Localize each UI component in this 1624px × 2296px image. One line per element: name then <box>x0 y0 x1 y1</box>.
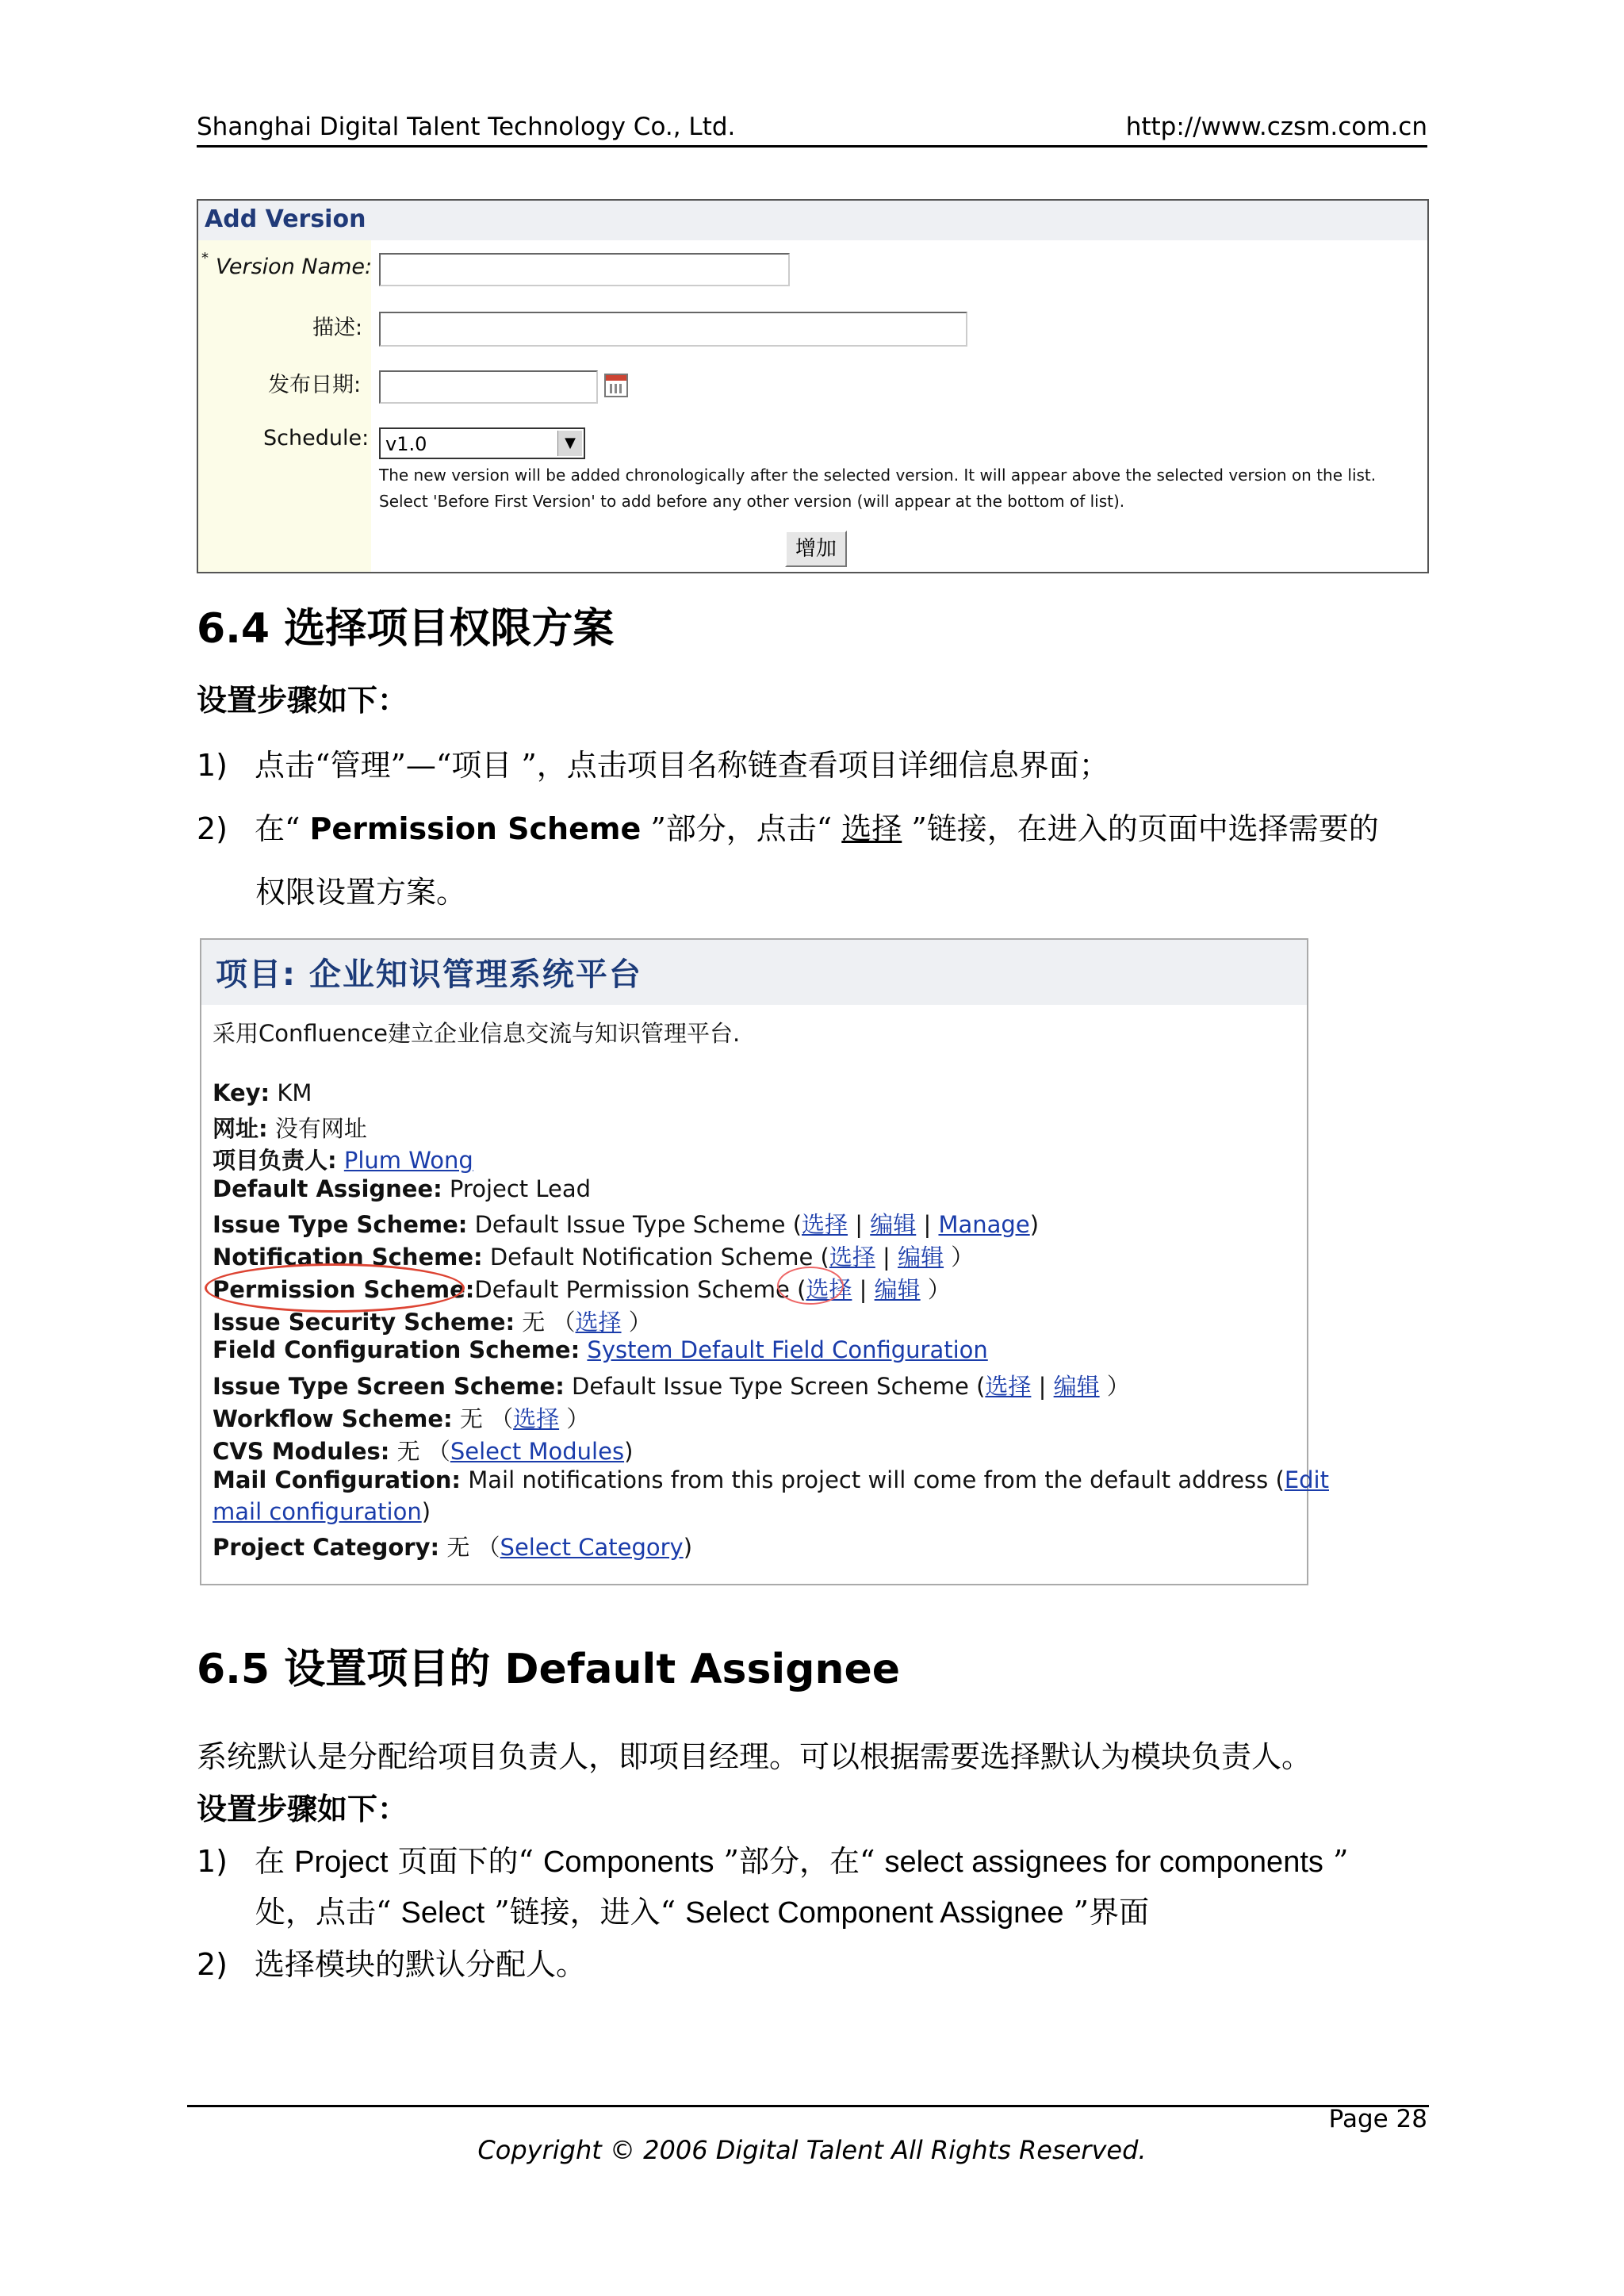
mail-configuration-line2 <box>213 1498 431 1525</box>
section-6-4-steps-intro: 设置步骤如下： <box>197 682 408 718</box>
field-label: Issue Type Scheme: <box>213 1211 468 1238</box>
step-link-text: 选择 <box>841 811 902 846</box>
cvs-modules <box>213 1434 633 1466</box>
step-text: 选择模块的默认分配人。 <box>255 1947 587 1982</box>
step-text: ”部分，在“ <box>714 1844 885 1879</box>
header-company: Shanghai Digital Talent Technology Co., Ltd. <box>197 113 736 141</box>
edit-mail-link[interactable]: Edit <box>1284 1466 1329 1493</box>
project-lead <box>213 1143 473 1175</box>
section-6-4-step1 <box>197 741 1109 784</box>
schedule-selected-value: v1.0 <box>385 433 427 455</box>
separator: | <box>848 1211 871 1238</box>
label-column <box>198 240 371 572</box>
field-label: 网址: <box>213 1115 268 1142</box>
field-label: Default Assignee: <box>213 1175 442 1202</box>
field-value: Default Notification Scheme ( <box>482 1244 829 1271</box>
step-term: Select <box>400 1896 485 1930</box>
step-text: ”链接，进入“ <box>485 1895 686 1930</box>
manage-link[interactable]: Manage <box>938 1211 1030 1238</box>
section-6-5-intro: 系统默认是分配给项目负责人，即项目经理。可以根据需要选择默认为模块负责人。 <box>197 1739 1312 1774</box>
section-6-4-heading: 6.4 选择项目权限方案 <box>197 605 615 653</box>
field-label: Project Category: <box>213 1534 440 1561</box>
field-value: 无 （ <box>452 1405 514 1432</box>
step-text: ”部分，点击“ <box>641 811 842 846</box>
field-value: 没有网址 <box>267 1115 367 1142</box>
project-category <box>213 1530 692 1562</box>
edit-link[interactable]: 编辑 <box>870 1211 917 1238</box>
default-assignee <box>213 1175 591 1202</box>
select-link[interactable]: 选择 <box>985 1373 1032 1400</box>
section-6-5-heading: 6.5 设置项目的 Default Assignee <box>197 1646 901 1693</box>
workflow-scheme <box>213 1401 589 1434</box>
field-label: Issue Security Scheme: <box>213 1309 515 1336</box>
release-date-input[interactable] <box>379 370 598 404</box>
step-number: 2) <box>197 811 228 846</box>
field-label: Mail Configuration: <box>213 1466 461 1493</box>
field-value: KM <box>270 1079 312 1106</box>
close-paren: ) <box>683 1534 693 1561</box>
schedule-note-line1: The new version will be added chronologically after the selected version. It will appear above the selected version on the list. <box>379 466 1377 485</box>
project-url <box>213 1111 367 1144</box>
step-text: 页面下的“ <box>388 1844 543 1879</box>
field-label: Workflow Scheme: <box>213 1405 453 1432</box>
close-paren: ） <box>920 1276 951 1303</box>
step-number: 1) <box>197 1844 228 1879</box>
step-term: Components <box>542 1846 714 1879</box>
field-label: Field Configuration Scheme: <box>213 1336 580 1363</box>
issue-type-screen-scheme <box>213 1369 1130 1401</box>
step-term: Select Component Assignee <box>685 1896 1064 1930</box>
copyright: Copyright © 2006 Digital Talent All Rights Reserved. <box>477 2135 1147 2165</box>
select-link[interactable]: 选择 <box>829 1244 875 1271</box>
close-paren: ) <box>1029 1211 1040 1238</box>
field-value: Default Issue Type Screen Scheme ( <box>564 1373 986 1400</box>
project-key <box>213 1079 312 1106</box>
field-value: Default Permission Scheme ( <box>474 1276 806 1303</box>
add-version-titlebar <box>198 201 1427 240</box>
field-configuration-scheme <box>213 1336 988 1363</box>
field-label: CVS Modules: <box>213 1438 390 1465</box>
description-input[interactable] <box>379 312 967 347</box>
field-value: 无 （ <box>389 1438 450 1465</box>
step-bold-term: Permission Scheme <box>309 811 642 846</box>
project-titlebar <box>201 940 1307 1005</box>
section-6-5-step1-line2 <box>255 1888 1149 1931</box>
header-url[interactable]: http://www.czsm.com.cn <box>1125 113 1427 141</box>
footer-divider <box>187 2105 1429 2107</box>
permission-select-link[interactable]: 选择 <box>806 1276 852 1303</box>
step-text: 点击“管理”—“项目 ”，点击项目名称链查看项目详细信息界面； <box>255 748 1109 783</box>
select-modules-link[interactable]: Select Modules <box>450 1438 625 1465</box>
separator: | <box>852 1276 875 1303</box>
add-version-title: Add Version <box>205 205 366 233</box>
field-label: 项目负责人: <box>213 1147 337 1174</box>
description-label: 描述: <box>312 316 363 340</box>
section-6-4-step2 <box>197 804 1379 848</box>
step-text: 处，点击“ <box>255 1895 401 1930</box>
close-paren: ) <box>421 1498 431 1525</box>
add-version-form <box>197 199 1429 573</box>
add-button[interactable]: 增加 <box>785 531 847 567</box>
issue-security-scheme <box>213 1305 652 1337</box>
step-text: ”链接，在进入的页面中选择需要的 <box>902 811 1379 846</box>
select-highlight-circle <box>777 1267 844 1305</box>
project-lead-link[interactable]: Plum Wong <box>343 1147 473 1174</box>
field-value: Mail notifications from this project will come from the default address ( <box>461 1466 1285 1493</box>
step-term: Project <box>294 1846 389 1879</box>
field-label: Permission Scheme: <box>213 1276 475 1303</box>
field-value: Project Lead <box>442 1175 592 1202</box>
version-name-label: Version Name: <box>216 255 373 279</box>
edit-link[interactable]: 编辑 <box>1053 1373 1100 1400</box>
field-value: Default Issue Type Scheme ( <box>467 1211 802 1238</box>
release-date-label: 发布日期: <box>268 373 362 397</box>
header-divider <box>197 145 1427 148</box>
field-value: 无 （ <box>515 1309 576 1336</box>
separator: | <box>875 1244 898 1271</box>
field-config-link[interactable]: System Default Field Configuration <box>587 1336 988 1363</box>
field-label: Notification Scheme: <box>213 1244 483 1271</box>
schedule-select[interactable] <box>379 427 585 459</box>
schedule-note-line2: Select 'Before First Version' to add before any other version (will appear at the bottom of list). <box>379 492 1125 511</box>
required-mark: * <box>201 250 209 266</box>
select-category-link[interactable]: Select Category <box>500 1534 684 1561</box>
mail-config-link[interactable]: mail configuration <box>213 1498 422 1525</box>
section-6-5-step1 <box>197 1837 1348 1880</box>
step-text: ”界面 <box>1063 1895 1150 1930</box>
section-6-5-step2 <box>197 1940 586 1984</box>
step-text: 在 <box>255 1844 295 1879</box>
field-value: 无 （ <box>439 1534 500 1561</box>
edit-link[interactable]: 编辑 <box>874 1276 921 1303</box>
section-6-5-steps-intro: 设置步骤如下： <box>197 1791 408 1826</box>
separator: | <box>916 1211 939 1238</box>
select-link[interactable]: 选择 <box>513 1405 560 1432</box>
step-number: 1) <box>197 748 228 783</box>
page-number: Page 28 <box>1328 2105 1427 2133</box>
dropdown-arrow-icon[interactable]: ▼ <box>557 431 582 456</box>
close-paren: ） <box>1099 1373 1130 1400</box>
step-text: ” <box>1323 1844 1349 1879</box>
edit-link[interactable]: 编辑 <box>898 1244 944 1271</box>
close-paren: ） <box>559 1405 590 1432</box>
field-label: Key: <box>213 1079 270 1106</box>
step-number: 2) <box>197 1947 228 1982</box>
select-link[interactable]: 选择 <box>802 1211 848 1238</box>
field-label: Issue Type Screen Scheme: <box>213 1373 565 1400</box>
mail-configuration <box>213 1466 1329 1493</box>
select-link[interactable]: 选择 <box>575 1309 622 1336</box>
close-paren: ） <box>944 1244 975 1271</box>
issue-type-scheme <box>213 1207 1039 1240</box>
section-6-4-step2-line2: 权限设置方案。 <box>255 875 467 910</box>
close-paren: ） <box>621 1309 652 1336</box>
calendar-icon[interactable] <box>604 374 628 397</box>
schedule-label: Schedule: <box>263 426 370 450</box>
project-details-panel <box>200 938 1329 1585</box>
project-title: 项目: 企业知识管理系统平台 <box>216 956 642 993</box>
version-name-input[interactable] <box>379 253 790 286</box>
close-paren: ) <box>624 1438 634 1465</box>
step-term: select assignees for components <box>884 1846 1323 1879</box>
project-description: 采用Confluence建立企业信息交流与知识管理平台. <box>213 1020 741 1047</box>
separator: | <box>1031 1373 1054 1400</box>
step-text: 在“ <box>255 811 310 846</box>
